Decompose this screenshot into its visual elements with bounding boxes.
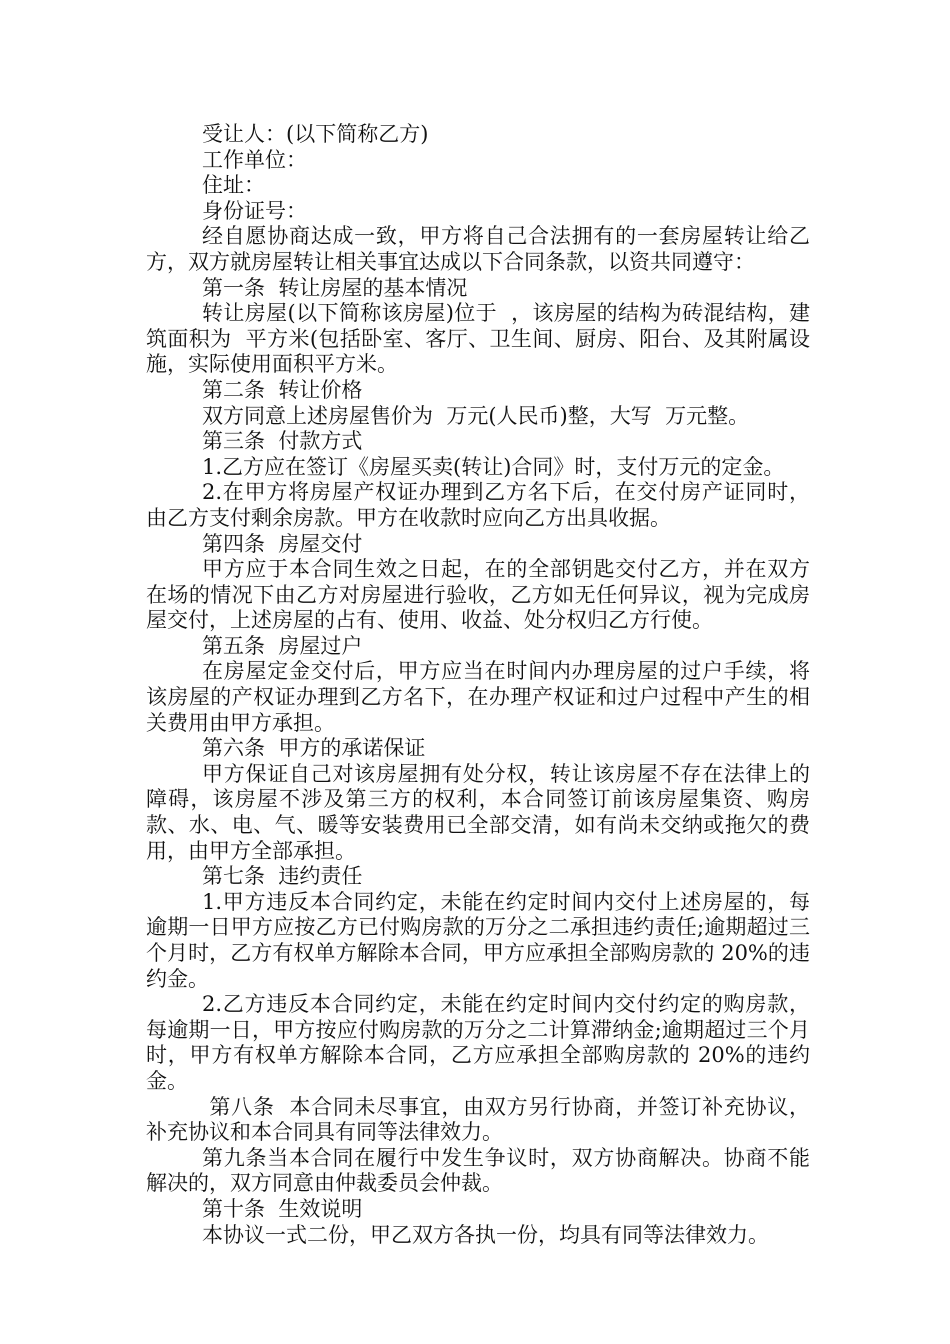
article-5-paragraph: 在房屋定金交付后，甲方应当在时间内办理房屋的过户手续，将该房屋的产权证办理到乙方名下，在办理产权证和过户过程中产生的相关费用由甲方承担。 — [146, 659, 810, 735]
address-line: 住址： — [202, 173, 265, 198]
article-3-paragraph-2: 2.在甲方将房屋产权证办理到乙方名下后，在交付房产证同时，由乙方支付剩余房款。甲方在收款时应向乙方出具收据。 — [146, 480, 810, 530]
article-7-paragraph-2: 2.乙方违反本合同约定，未能在约定时间内交付约定的购房款，每逾期一日，甲方按应付购房款的万分之二计算滞纳金;逾期超过三个月时，甲方有权单方解除本合同，乙方应承担全部购房款的 20%的违约金。 — [146, 992, 810, 1093]
article-3-title: 第三条 付款方式 — [202, 429, 363, 454]
intro-paragraph: 经自愿协商达成一致，甲方将自己合法拥有的一套房屋转让给乙方，双方就房屋转让相关事宜达成以下合同条款，以资共同遵守： — [146, 224, 810, 274]
article-2-paragraph: 双方同意上述房屋售价为 万元(人民币)整，大写 万元整。 — [202, 403, 750, 428]
contract-document — [146, 122, 810, 1248]
article-6-paragraph: 甲方保证自己对该房屋拥有处分权，转让该房屋不存在法律上的障碍，该房屋不涉及第三方的权利，本合同签订前该房屋集资、购房款、水、电、气、暖等安装费用已全部交清，如有尚未交纳或拖欠的费用，由甲方全部承担。 — [146, 761, 810, 863]
article-1-paragraph: 转让房屋(以下简称该房屋)位于 ，该房屋的结构为砖混结构，建筑面积为 平方米(包括卧室、客厅、卫生间、厨房、阳台、及其附属设施，实际使用面积平方米。 — [146, 301, 810, 377]
article-6-title: 第六条 甲方的承诺保证 — [202, 736, 426, 761]
article-9-paragraph: 第九条当本合同在履行中发生争议时，双方协商解决。协商不能解决的，双方同意由仲裁委员会仲裁。 — [146, 1145, 810, 1196]
article-7-title: 第七条 违约责任 — [202, 864, 363, 889]
article-2-title: 第二条 转让价格 — [202, 377, 363, 402]
article-10-title: 第十条 生效说明 — [202, 1196, 363, 1221]
article-10-paragraph: 本协议一式二份，甲乙双方各执一份，均具有同等法律效力。 — [202, 1222, 769, 1247]
article-1-title: 第一条 转让房屋的基本情况 — [202, 275, 468, 300]
article-7-paragraph-1: 1.甲方违反本合同约定，未能在约定时间内交付上述房屋的，每逾期一日甲方应按乙方已付购房款的万分之二承担违约责任;逾期超过三个月时，乙方有权单方解除本合同，甲方应承担全部购房款的 20%的违约金。 — [146, 889, 810, 991]
transferee-line: 受让人：(以下简称乙方) — [202, 122, 429, 146]
id-number-line: 身份证号： — [202, 198, 307, 223]
article-4-paragraph: 甲方应于本合同生效之日起，在的全部钥匙交付乙方，并在双方在场的情况下由乙方对房屋进行验收，乙方如无任何异议，视为完成房屋交付，上述房屋的占有、使用、收益、处分权归乙方行使。 — [146, 557, 810, 633]
article-4-title: 第四条 房屋交付 — [202, 531, 363, 556]
article-3-paragraph-1: 1.乙方应在签订《房屋买卖(转让)合同》时，支付万元的定金。 — [202, 454, 785, 479]
article-5-title: 第五条 房屋过户 — [202, 633, 363, 658]
article-8-paragraph: 第八条 本合同未尽事宜，由双方另行协商，并签订补充协议，补充协议和本合同具有同等法律效力。 — [146, 1094, 810, 1145]
workplace-line: 工作单位： — [202, 147, 307, 172]
